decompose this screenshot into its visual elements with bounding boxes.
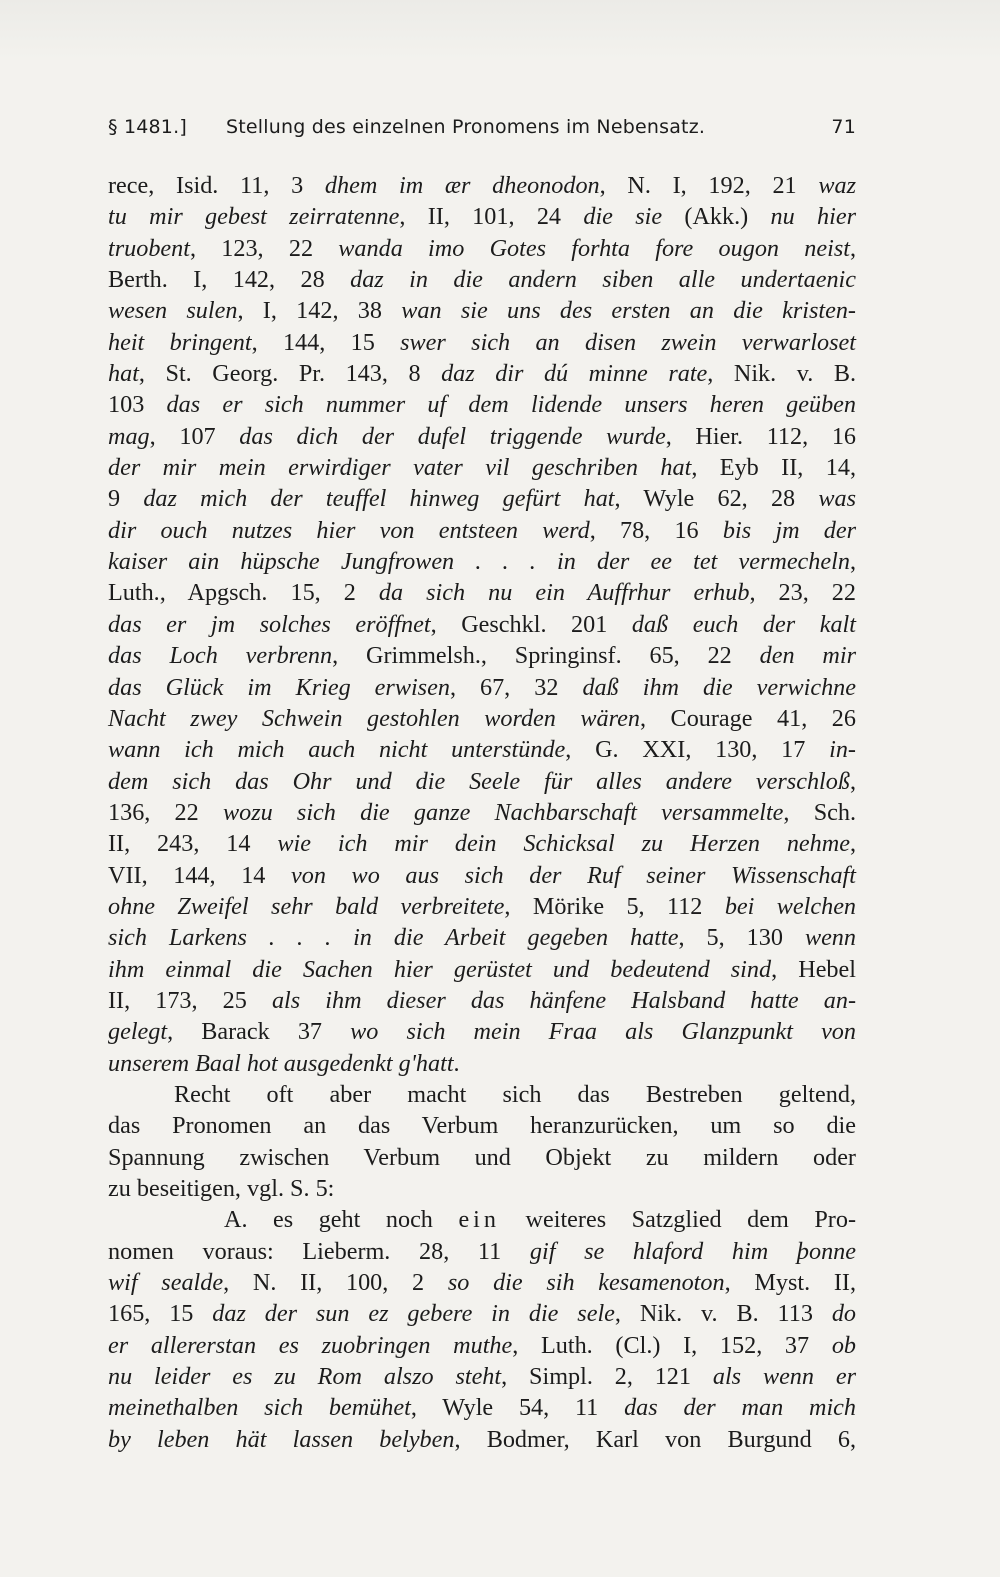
text-line — [108, 1236, 856, 1267]
example-quote: wozu sich die ganze Nachbarschaft versammelte — [222, 798, 784, 826]
example-quote: als ihm dieser das hänfene Halsband hatte an- — [271, 986, 856, 1014]
reference-text: , G. XXI, 130, 17 — [565, 736, 830, 764]
example-quote: bei welchen — [724, 892, 857, 920]
reference-text: II, 243, 14 — [108, 830, 278, 858]
reference-text: Luth., Apgsch. 15, 2 — [108, 579, 379, 607]
reference-text: , — [849, 830, 856, 858]
text-line — [108, 734, 856, 765]
reference-text: nomen voraus: Lieberm. 28, 11 — [108, 1237, 530, 1265]
example-quote: unserem Baal hot ausgedenkt g'hatt — [108, 1049, 454, 1077]
text-line — [108, 515, 856, 546]
reference-text: rece — [108, 172, 149, 199]
reference-text: , Barack 37 — [167, 1018, 351, 1046]
text-line — [108, 421, 856, 452]
text-line — [108, 358, 856, 389]
example-quote: von wo aus sich der Ruf seiner Wissenschaft — [291, 861, 856, 889]
reference-text: , Eyb II, 14, — [691, 454, 857, 482]
text-line — [108, 1016, 856, 1047]
reference-text: , Simpl. 2, 121 — [501, 1363, 713, 1391]
example-quote: daz in die andern siben alle undertaenic — [350, 266, 857, 294]
example-quote: do — [831, 1300, 856, 1328]
text-line — [108, 452, 856, 483]
text-line — [108, 264, 856, 295]
reference-text: , Nik. v. B. — [707, 360, 857, 388]
running-header — [108, 112, 856, 144]
text-line — [108, 201, 856, 232]
reference-text: , II, 101, 24 — [399, 203, 584, 231]
example-quote: bis jm der — [722, 516, 857, 544]
reference-text: , Sch. — [783, 798, 857, 826]
text-line — [108, 327, 856, 358]
example-quote: daz mich der teuffel hinweg gefürt hat — [143, 485, 615, 513]
example-quote: den mir — [759, 642, 856, 670]
reference-text: , — [849, 234, 856, 262]
example-quote: das der man mich — [624, 1394, 856, 1422]
section-reference: § 1481.] — [108, 116, 187, 138]
example-quote: hat — [108, 360, 139, 388]
example-quote: sich Larkens . . . in die Arbeit gegeben hatte — [108, 924, 679, 952]
example-quote: ihm einmal die Sachen hier gerüstet und bedeutend sind — [108, 955, 772, 983]
example-quote: das Loch verbrenn — [108, 642, 333, 670]
text-line — [108, 985, 856, 1016]
example-quote: meinethalben sich bemühet — [108, 1394, 411, 1422]
example-quote: wanda imo Gotes forhta fore ougon neist — [338, 234, 850, 262]
spaced-emphasis: ein — [458, 1206, 500, 1234]
text-line — [108, 797, 856, 828]
reference-text: Spannung zwischen Verbum und Objekt zu mildern oder — [108, 1143, 856, 1171]
example-quote: swer sich an disen zwein verwarloset — [400, 328, 857, 356]
example-quote: ob — [831, 1331, 856, 1359]
reference-text: , — [849, 767, 856, 795]
text-line — [108, 1110, 856, 1141]
text-line — [108, 1330, 856, 1361]
reference-text: , 144, 15 — [251, 328, 401, 356]
text-line — [108, 766, 856, 797]
example-quote: tu mir gebest zeirratenne — [108, 203, 400, 231]
example-quote: die sie — [583, 203, 663, 231]
example-quote: Nacht zwey Schwein gestohlen worden wären — [108, 704, 640, 732]
reference-text: , Hier. 112, 16 — [665, 422, 857, 450]
example-quote: waz — [818, 172, 856, 199]
reference-text: , Isid. 11, 3 — [148, 172, 325, 199]
example-quote: gelegt — [108, 1018, 168, 1046]
text-line — [108, 546, 856, 577]
text-line — [108, 577, 856, 608]
example-quote: nu hier — [770, 203, 857, 231]
text-line — [108, 389, 856, 420]
example-quote: mag — [108, 422, 150, 450]
reference-text: , — [849, 548, 856, 576]
reference-text: , Wyle 54, 11 — [410, 1394, 625, 1422]
example-quote: das dich der dufel triggende wurde — [239, 422, 666, 450]
reference-text: 103 — [108, 391, 167, 419]
reference-text: , Hebel — [771, 955, 856, 983]
reference-text: , N. I, 192, 21 — [599, 172, 819, 199]
reference-text: , 23, 22 — [749, 579, 856, 607]
text-line — [108, 1424, 856, 1455]
reference-text: , Wyle 62, 28 — [614, 485, 819, 513]
text-line — [108, 609, 856, 640]
example-quote: daß euch der kalt — [631, 610, 857, 638]
reference-text: 136, 22 — [108, 798, 223, 826]
body-text — [108, 170, 856, 1455]
example-quote: truobent — [108, 234, 190, 262]
text-line — [108, 170, 856, 201]
example-quote: dir ouch nutzes hier von entsteen werd — [108, 516, 590, 544]
example-quote: gif se hlaford him þonne — [529, 1237, 856, 1265]
example-quote: ohne Zweifel sehr bald verbreitete — [108, 892, 505, 920]
text-line — [108, 233, 856, 264]
reference-text: , Bodmer, Karl von Burgund 6, — [454, 1425, 857, 1453]
example-quote: wan sie uns des ersten an die kristen- — [401, 297, 856, 325]
text-line — [108, 703, 856, 734]
text-line — [108, 1298, 856, 1329]
example-quote: wesen sulen — [108, 297, 238, 325]
reference-text: , Mörike 5, 112 — [504, 892, 725, 920]
example-quote: dem sich das Ohr und die Seele für alles andere verschloß — [108, 767, 850, 795]
text-line — [108, 1392, 856, 1423]
reference-text: , Luth. (Cl.) I, 152, 37 — [512, 1331, 832, 1359]
reference-text: (Akk.) — [662, 203, 771, 231]
example-quote: daz dir dú minne rate — [441, 360, 708, 388]
text-line — [108, 954, 856, 985]
reference-text: , 78, 16 — [589, 516, 723, 544]
example-quote: der mir mein erwirdiger vater vil geschriben hat — [108, 454, 692, 482]
reference-text: , Nik. v. B. 113 — [614, 1300, 832, 1328]
example-quote: da sich nu ein Auffrhur erhub — [378, 579, 750, 607]
reference-text: , Grimmelsh., Springinsf. 65, 22 — [332, 642, 760, 670]
reference-text: VII, 144, 14 — [108, 861, 292, 889]
example-quote: dhem im ær dheonodon — [324, 172, 600, 199]
text-line — [108, 891, 856, 922]
text-line — [108, 1204, 856, 1235]
reference-text: . — [453, 1049, 460, 1077]
example-quote: wo sich mein Fraa als Glanzpunkt von — [350, 1018, 856, 1046]
running-title: Stellung des einzelnen Pronomens im Nebensatz. — [226, 116, 706, 138]
text-line — [108, 295, 856, 326]
reference-text: , Myst. II, — [724, 1269, 857, 1297]
example-quote: was — [818, 485, 856, 513]
text-line — [108, 1142, 856, 1173]
reference-text: weiteres Satzglied dem Pro- — [500, 1206, 856, 1234]
text-line — [108, 1361, 856, 1392]
text-line — [108, 672, 856, 703]
example-quote: by leben hät lassen belyben — [108, 1425, 455, 1453]
reference-text: , Courage 41, 26 — [639, 704, 856, 732]
example-quote: das er jm solches eröffnet — [108, 610, 431, 638]
reference-text: , N. II, 100, 2 — [223, 1269, 448, 1297]
example-quote: wenn — [804, 924, 856, 952]
text-line — [108, 640, 856, 671]
reference-text: II, 173, 25 — [108, 986, 272, 1014]
example-quote: heit bringent — [108, 328, 252, 356]
reference-text: das Pronomen an das Verbum heranzurücken, um so die — [108, 1112, 856, 1140]
example-quote: er allererstan es zuobringen muthe — [108, 1331, 513, 1359]
reference-text: 9 — [108, 485, 144, 513]
reference-text: A. es geht noch — [224, 1206, 459, 1234]
text-line — [108, 922, 856, 953]
reference-text: , I, 142, 38 — [237, 297, 402, 325]
page-number: 71 — [831, 116, 856, 138]
text-line — [108, 483, 856, 514]
reference-text: Recht oft aber macht sich das Bestreben geltend, — [174, 1080, 856, 1108]
text-line — [108, 828, 856, 859]
reference-text: , 107 — [149, 422, 240, 450]
reference-text: Berth. I, 142, 28 — [108, 266, 351, 294]
text-line — [108, 1048, 856, 1079]
text-line — [108, 860, 856, 891]
example-quote: in- — [829, 736, 856, 764]
reference-text: , 67, 32 — [449, 673, 583, 701]
example-quote: das Glück im Krieg erwisen — [108, 673, 450, 701]
example-quote: daß ihm die verwichne — [582, 673, 856, 701]
reference-text: , 5, 130 — [678, 924, 805, 952]
text-line — [108, 1079, 856, 1110]
example-quote: wif sealde — [108, 1269, 224, 1297]
example-quote: wann ich mich auch nicht unterstünde — [108, 736, 566, 764]
reference-text: , Geschkl. 201 — [430, 610, 632, 638]
text-line — [108, 1267, 856, 1298]
example-quote: das er sich nummer uf dem lidende unsers heren geüben — [166, 391, 857, 419]
example-quote: daz der sun ez gebere in die sele — [212, 1300, 615, 1328]
reference-text: , 123, 22 — [189, 234, 339, 262]
scan-edge — [0, 0, 1000, 60]
example-quote: als wenn er — [712, 1363, 856, 1391]
reference-text: 165, 15 — [108, 1300, 213, 1328]
reference-text: zu beseitigen, vgl. S. 5: — [108, 1175, 335, 1202]
example-quote: kaiser ain hüpsche Jungfrowen . . . in der ee tet vermecheln — [108, 548, 850, 576]
reference-text: , St. Georg. Pr. 143, 8 — [138, 360, 442, 388]
text-line — [108, 1173, 856, 1204]
example-quote: so die sih kesamenoton — [447, 1269, 725, 1297]
example-quote: wie ich mir dein Schicksal zu Herzen nehme — [277, 830, 850, 858]
example-quote: nu leider es zu Rom alszo steht — [108, 1363, 502, 1391]
